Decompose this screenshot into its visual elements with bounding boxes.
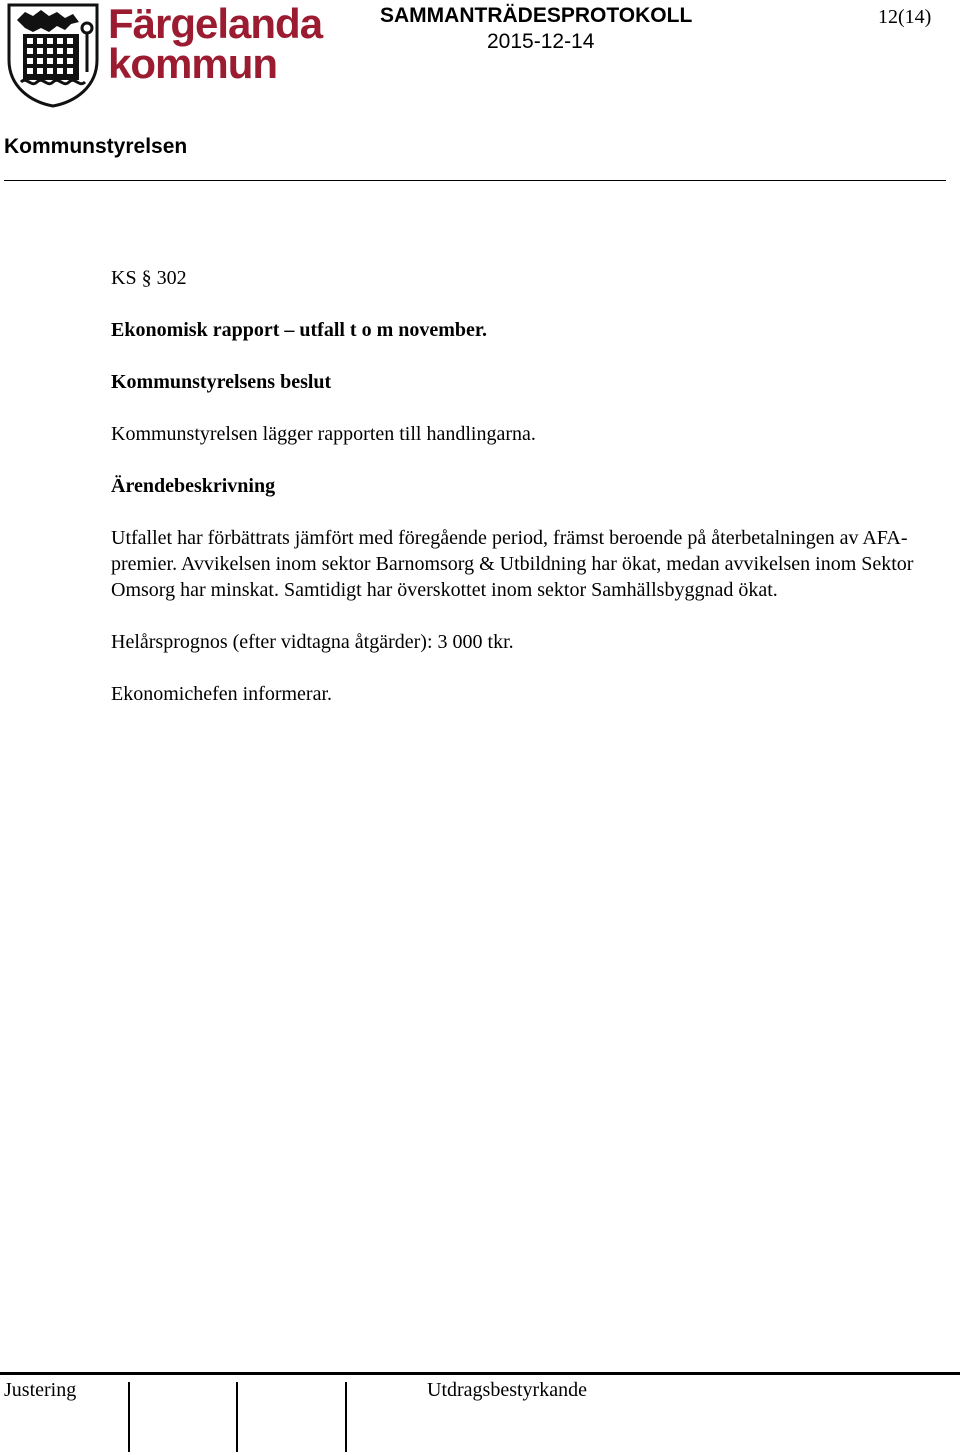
header-divider (4, 180, 946, 181)
main-content (111, 265, 946, 707)
forecast-text: Helårsprognos (efter vidtagna åtgärder): 3 000 tkr. (111, 631, 514, 653)
utdrag-label: Utdragsbestyrkande (427, 1379, 587, 1401)
description-heading: Ärendebeskrivning (111, 475, 276, 497)
signature-box-divider (236, 1382, 238, 1452)
decision-text: Kommunstyrelsen lägger rapporten till handlingarna. (111, 423, 536, 445)
item-title: Ekonomisk rapport – utfall t o m november. (111, 319, 487, 341)
signature-box-divider (345, 1382, 347, 1452)
municipality-line1: Färgelanda (108, 0, 323, 47)
document-type: SAMMANTRÄDESPROTOKOLL (380, 4, 693, 27)
meeting-date: 2015-12-14 (487, 30, 595, 53)
municipality-line2: kommun (108, 40, 278, 87)
signature-box-divider (128, 1382, 130, 1452)
info-text: Ekonomichefen informerar. (111, 683, 333, 705)
description-text: Utfallet har förbättrats jämfört med föregående period, främst beroende på återbetalningen av AFA-premier. Avvikelsen inom sektor Barnomsorg & Utbildning har ökat, medan avvikelsen inom Sektor Omsorg har minskat. Samtidigt har överskottet inom sektor Samhällsbyggnad ökat. (111, 527, 914, 601)
paragraph-reference: KS § 302 (111, 267, 187, 289)
page-number: 12(14) (878, 6, 932, 28)
body-name: Kommunstyrelsen (4, 135, 188, 158)
decision-heading: Kommunstyrelsens beslut (111, 371, 332, 393)
municipality-name (108, 0, 323, 87)
footer-divider (0, 1372, 960, 1375)
justering-label: Justering (4, 1379, 77, 1401)
coat-of-arms-icon (5, 2, 101, 108)
